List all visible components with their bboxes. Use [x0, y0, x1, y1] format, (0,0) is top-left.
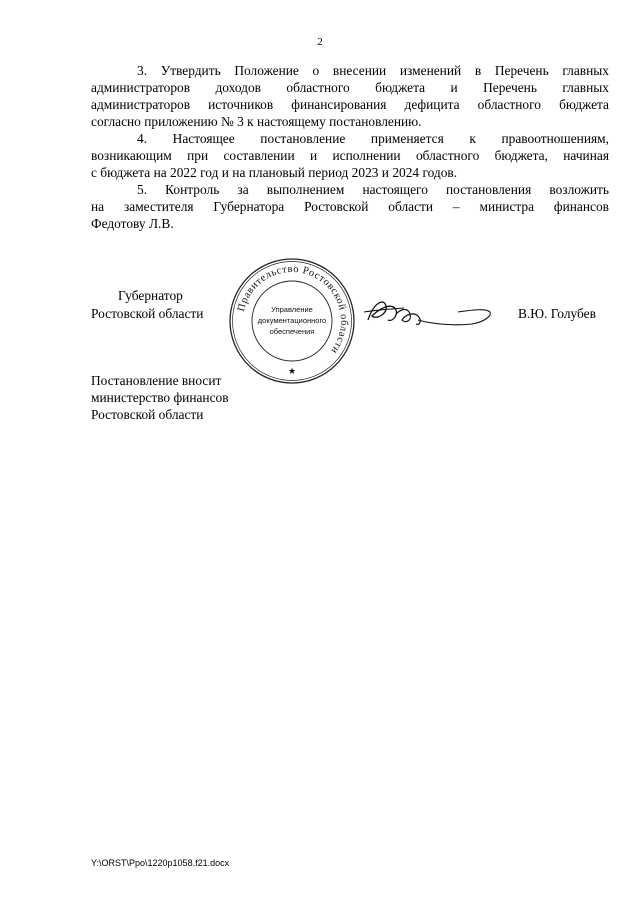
paragraph-4: [91, 130, 609, 181]
seal-center-line3: обеспечения: [269, 327, 315, 336]
handwritten-signature-icon: [362, 290, 497, 340]
introduced-by-line2: министерство финансов: [91, 390, 229, 405]
paragraph-line: Федотову Л.В.: [91, 216, 174, 231]
paragraph-line: администраторов источников финансирования дефицита областного бюджета: [91, 97, 609, 112]
signatory-title-line1: Губернатор: [118, 288, 183, 303]
paragraph-line: 4. Настоящее постановление применяется к правоотношениям,: [137, 131, 609, 146]
paragraph-line: 3. Утвердить Положение о внесении изменений в Перечень главных: [137, 63, 609, 78]
paragraph-3: [91, 62, 609, 130]
seal-star-icon: ★: [287, 366, 297, 376]
paragraph-line: 5. Контроль за выполнением настоящего постановления возложить: [137, 182, 609, 197]
introduced-by-block: [91, 372, 229, 423]
official-seal-icon: [228, 257, 356, 385]
introduced-by-line1: Постановление вносит: [91, 373, 222, 388]
seal-ring-text: Правительство Ростовской области: [235, 263, 350, 356]
paragraph-line: с бюджета на 2022 год и на плановый период 2023 и 2024 годов.: [91, 165, 458, 180]
signatory-title-line2: Ростовской области: [91, 306, 204, 321]
signatory-name: В.Ю. Голубев: [518, 306, 596, 321]
paragraph-line: возникающим при составлении и исполнении областного бюджета, начиная: [91, 148, 609, 163]
signatory-title: [91, 287, 251, 323]
paragraph-5: [91, 181, 609, 232]
paragraph-line: администраторов доходов областного бюджета и Перечень главных: [91, 80, 609, 95]
paragraph-line: на заместителя Губернатора Ростовской области – министра финансов: [91, 199, 609, 214]
paragraph-line: согласно приложению № 3 к настоящему постановлению.: [91, 114, 422, 129]
file-path-footer: Y:\ORST\Ppo\1220p1058.f21.docx: [91, 858, 230, 868]
introduced-by-line3: Ростовской области: [91, 407, 204, 422]
page-number: 2: [317, 36, 323, 48]
seal-center-line1: Управление: [271, 305, 313, 314]
seal-center-line2: документационного: [257, 316, 327, 325]
